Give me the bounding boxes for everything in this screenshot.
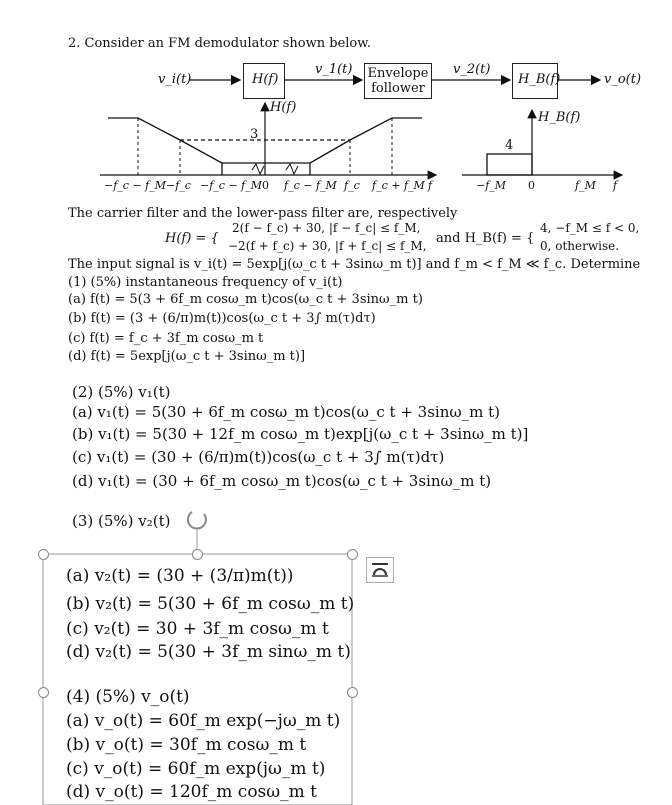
rotate-handle-icon[interactable] bbox=[188, 512, 206, 529]
hf-tick-3: −f_c − f_M bbox=[200, 179, 262, 192]
hf-block-label: H(f) bbox=[252, 72, 279, 87]
hb-tick-4: f bbox=[613, 179, 618, 192]
resize-handle-top-center[interactable] bbox=[192, 549, 203, 560]
q2-option-d: (d) v₁(t) = (30 + 6f_m cosω_m t)cos(ω_c t + 3sinω_m t) bbox=[72, 472, 492, 490]
hb-level-label: 4 bbox=[505, 138, 514, 153]
q3-option-d[interactable]: (d) v₂(t) = 5(30 + 3f_m sinω_m t) bbox=[66, 642, 351, 662]
q2-option-a: (a) v₁(t) = 5(30 + 6f_m cosω_m t)cos(ω_c t + 3sinω_m t) bbox=[72, 403, 500, 421]
resize-handle-mid-right[interactable] bbox=[347, 687, 358, 698]
hf-level-label: 3 bbox=[250, 127, 259, 142]
q4-option-b[interactable]: (b) v_o(t) = 30f_m cosω_m t bbox=[66, 735, 307, 755]
hf-definition-lhs: H(f) = { bbox=[165, 231, 219, 246]
hb-block-label: H_B(f) bbox=[518, 72, 561, 87]
q4-option-c[interactable]: (c) v_o(t) = 60f_m exp(jω_m t) bbox=[66, 759, 326, 779]
output-label: v_o(t) bbox=[604, 72, 642, 87]
hb-tick-2: 0 bbox=[528, 179, 535, 192]
resize-handle-mid-left[interactable] bbox=[38, 687, 49, 698]
envelope-label-1: Envelope bbox=[367, 66, 429, 81]
hf-positive-band bbox=[310, 118, 422, 175]
hf-tick-1: −f_c − f_M bbox=[104, 179, 166, 192]
v1-label: v_1(t) bbox=[315, 62, 353, 77]
envelope-label-2: follower bbox=[371, 81, 425, 96]
hf-case-1: 2(f − f_c) + 30, |f − f_c| ≤ f_M, bbox=[232, 221, 421, 235]
input-label: v_i(t) bbox=[158, 72, 192, 87]
resize-handle-top-left[interactable] bbox=[38, 549, 49, 560]
q4-option-a[interactable]: (a) v_o(t) = 60f_m exp(−jω_m t) bbox=[66, 711, 341, 731]
v2-label: v_2(t) bbox=[453, 62, 491, 77]
q3-option-b[interactable]: (b) v₂(t) = 5(30 + 6f_m cosω_m t) bbox=[66, 594, 355, 614]
hf-tick-7: f_c + f_M bbox=[372, 179, 425, 192]
hf-axis-break-1 bbox=[252, 164, 264, 174]
q1-option-c: (c) f(t) = f_c + 3f_m cosω_m t bbox=[68, 331, 264, 346]
q1-option-b: (b) f(t) = (3 + (6/π)m(t))cos(ω_c t + 3∫ m(τ)dτ) bbox=[68, 311, 376, 326]
q4-option-d[interactable]: (d) v_o(t) = 120f_m cosω_m t bbox=[66, 782, 317, 802]
problem-heading: 2. Consider an FM demodulator shown below. bbox=[68, 36, 371, 51]
filters-intro: The carrier filter and the lower-pass filter are, respectively bbox=[68, 206, 458, 221]
hb-plot-title: H_B(f) bbox=[538, 110, 581, 125]
hb-case-2: 0, otherwise. bbox=[540, 239, 620, 253]
hb-case-1: 4, −f_M ≤ f < 0, bbox=[540, 221, 640, 235]
resize-handle-top-right[interactable] bbox=[347, 549, 358, 560]
hf-tick-4: 0 bbox=[262, 179, 269, 192]
hf-negative-band bbox=[108, 118, 222, 175]
q2-title: (2) (5%) v₁(t) bbox=[72, 383, 171, 401]
hb-tick-1: −f_M bbox=[476, 179, 507, 192]
hf-case-2: −2(f + f_c) + 30, |f + f_c| ≤ f_M, bbox=[228, 239, 427, 253]
q1-title: (1) (5%) instantaneous frequency of v_i(t) bbox=[68, 275, 343, 290]
hf-axis-break-2 bbox=[286, 164, 298, 174]
q1-option-a: (a) f(t) = 5(3 + 6f_m cosω_m t)cos(ω_c t + 3sinω_m t) bbox=[68, 292, 423, 307]
q3-option-c[interactable]: (c) v₂(t) = 30 + 3f_m cosω_m t bbox=[66, 619, 329, 639]
layout-options-button[interactable] bbox=[366, 557, 394, 583]
hb-definition-lhs: and H_B(f) = { bbox=[436, 231, 535, 246]
hf-tick-2: −f_c bbox=[166, 179, 191, 192]
hf-tick-6: f_c bbox=[344, 179, 360, 192]
q1-option-d: (d) f(t) = 5exp[j(ω_c t + 3sinω_m t)] bbox=[68, 349, 306, 364]
q2-option-c: (c) v₁(t) = (30 + (6/π)m(t))cos(ω_c t + 3∫ m(τ)dτ) bbox=[72, 448, 445, 466]
q2-option-b: (b) v₁(t) = 5(30 + 12f_m cosω_m t)exp[j(ω_c t + 3sinω_m t)] bbox=[72, 425, 529, 443]
hf-tick-5: f_c − f_M bbox=[284, 179, 337, 192]
layout-options-icon bbox=[367, 558, 393, 582]
input-signal-line: The input signal is v_i(t) = 5exp[j(ω_c t + 3sinω_m t)] and f_m < f_M ≪ f_c. Determine bbox=[68, 257, 641, 272]
q4-title[interactable]: (4) (5%) v_o(t) bbox=[66, 687, 190, 707]
hb-tick-3: f_M bbox=[575, 179, 596, 192]
hf-plot-title: H(f) bbox=[270, 100, 297, 115]
q3-option-a[interactable]: (a) v₂(t) = (30 + (3/π)m(t)) bbox=[66, 566, 294, 586]
hf-tick-8: f bbox=[428, 179, 433, 192]
q3-title: (3) (5%) v₂(t) bbox=[72, 512, 171, 530]
hb-rect bbox=[487, 154, 532, 175]
